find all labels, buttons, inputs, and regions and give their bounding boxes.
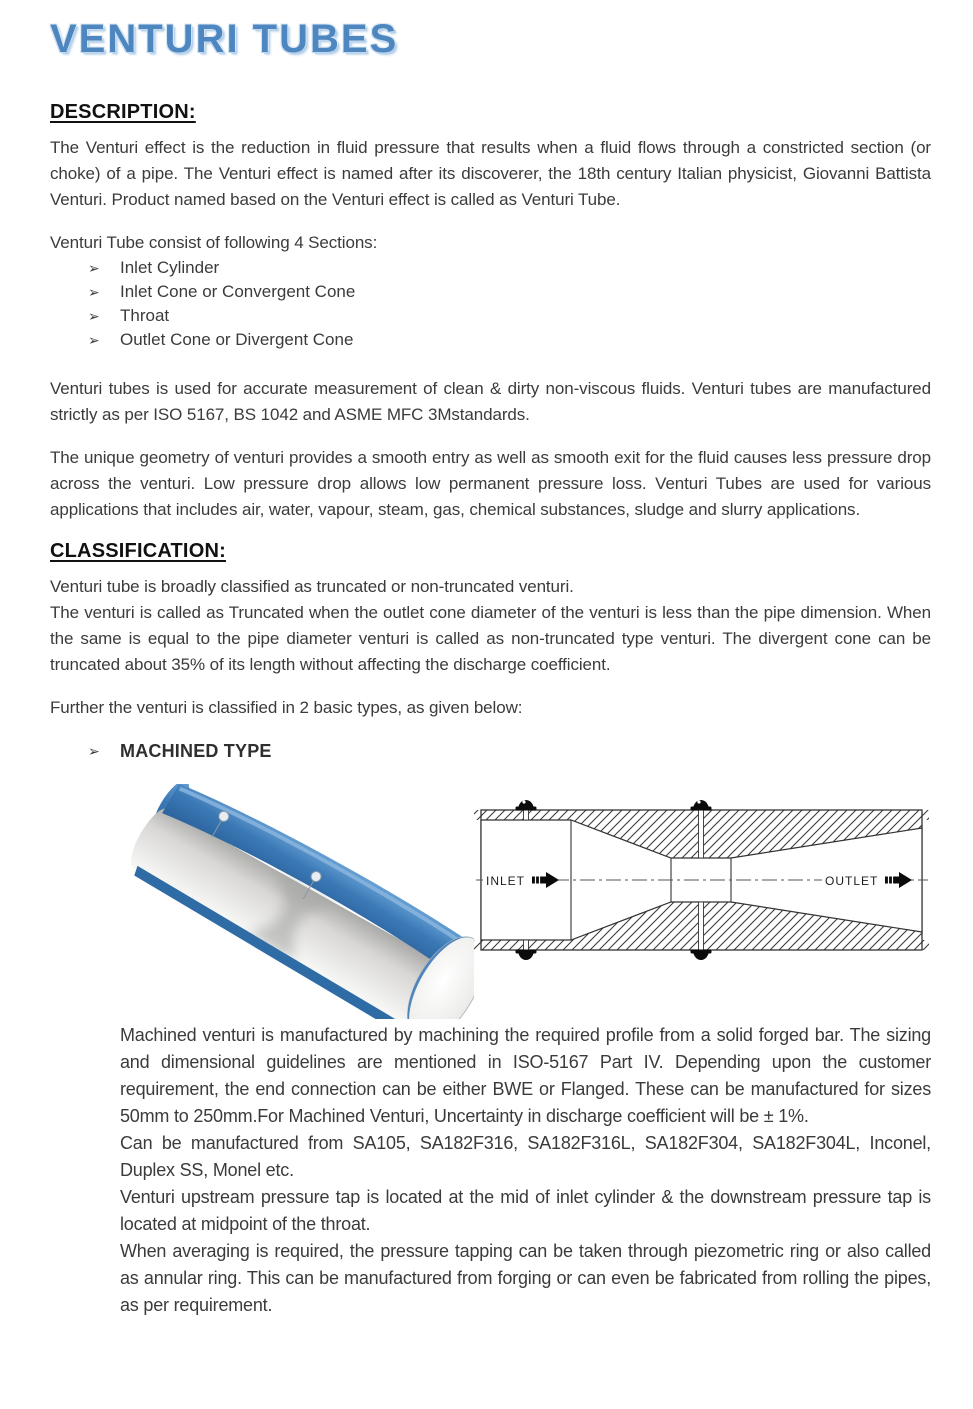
machined-type-label: MACHINED TYPE (120, 741, 272, 761)
paragraph-materials: Can be manufactured from SA105, SA182F316, SA182F316L, SA182F304, SA182F304L, Inconel, Duplex SS, Monel etc. (120, 1133, 931, 1180)
inlet-label: INLET (486, 874, 526, 888)
list-item (50, 256, 931, 280)
list-item (50, 280, 931, 304)
venturi-diagram (474, 796, 931, 972)
arrow-bullet-icon: ➢ (88, 260, 100, 276)
outlet-label: OUTLET (825, 874, 879, 888)
pressure-tap-bolt-icon (516, 800, 537, 811)
list-item (50, 328, 931, 352)
list-item-label: Inlet Cone or Convergent Cone (120, 282, 356, 301)
paragraph-venturi-effect: The Venturi effect is the reduction in fluid pressure that results when a fluid flows through a constricted section (or choke) of a pipe. The Venturi effect is named after its discoverer, the 18th century Italian physicist, Giovanni Battista Venturi. Product named based on the Venturi effect is called as Venturi Tube. (50, 138, 931, 209)
arrow-bullet-icon: ➢ (88, 332, 100, 348)
list-item-label: Outlet Cone or Divergent Cone (120, 330, 354, 349)
pressure-tap-bolt-icon (516, 950, 537, 961)
sections-list (50, 256, 931, 352)
classification-heading: CLASSIFICATION: (50, 540, 226, 562)
figures (108, 784, 931, 1019)
paragraph-pressure-taps: Venturi upstream pressure tap is located at the mid of inlet cylinder & the downstream pressure tap is located at midpoint of the throat. (120, 1187, 931, 1234)
inlet-tap-stem (524, 940, 529, 950)
arrow-bullet-icon: ➢ (88, 308, 100, 324)
list-item-label: Inlet Cylinder (120, 258, 220, 277)
page-title: VENTURI TUBES (50, 17, 399, 61)
paragraph-averaging: When averaging is required, the pressure tapping can be taken through piezometric ring or also called as annular ring. This can be manufactured from forging or can even be fabricated from rolling the pipes, as per requirement. (120, 1241, 931, 1315)
paragraph-classification-rest: The venturi is called as Truncated when the outlet cone diameter of the venturi is less than the pipe dimension. When the same is equal to the pipe diameter venturi is called as non-truncated type venturi. The divergent cone can be truncated about 35% of its length without affecting the discharge coefficient. (50, 603, 931, 674)
venturi-3d-image (108, 784, 474, 1019)
throat-tap-stem (699, 902, 704, 950)
arrow-bullet-icon: ➢ (88, 284, 100, 300)
pressure-tap-bolt-icon (691, 950, 712, 961)
description-heading: DESCRIPTION: (50, 101, 196, 123)
list-item-label: Throat (120, 306, 170, 325)
pressure-tap-bolt-icon (691, 800, 712, 811)
inlet-tap-stem (524, 810, 529, 820)
paragraph-machined-overview: Machined venturi is manufactured by machining the required profile from a solid forged bar. The sizing and dimensional guidelines are mentioned in ISO-5167 Part IV. Depending upon the customer requirement, the end connection can be either BWE or Flanged. These can be manufactured for sizes 50mm to 250mm.For Machined Venturi, Uncertainty in discharge coefficient will be ± 1%. (120, 1025, 931, 1126)
arrow-bullet-icon: ➢ (88, 743, 100, 759)
machined-type-heading (50, 738, 931, 764)
throat-tap-stem (699, 810, 704, 858)
machined-description (120, 1022, 931, 1319)
list-item (50, 304, 931, 328)
paragraph-classification-line1: Venturi tube is broadly classified as truncated or non-truncated venturi. (50, 577, 574, 596)
paragraph-geometry: The unique geometry of venturi provides a smooth entry as well as smooth exit for the fluid causes less pressure drop across the venturi. Low pressure drop allows low permanent pressure loss. Venturi Tubes are used for various applications that includes air, water, vapour, steam, gas, chemical substances, sludge and slurry applications. (50, 448, 931, 519)
paragraph-usage: Venturi tubes is used for accurate measurement of clean & dirty non-viscous fluids. Venturi tubes are manufactured strictly as per ISO 5167, BS 1042 and ASME MFC 3Mstandards. (50, 379, 931, 424)
sections-intro: Venturi Tube consist of following 4 Sections: (50, 233, 378, 252)
paragraph-further-types: Further the venturi is classified in 2 basic types, as given below: (50, 698, 523, 717)
